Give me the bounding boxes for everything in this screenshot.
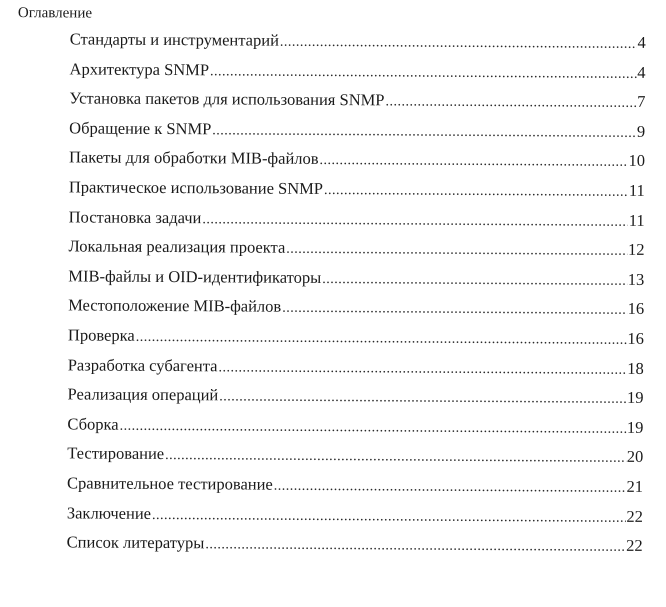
toc-dot-leader xyxy=(282,298,627,322)
toc-entry xyxy=(67,384,643,417)
toc-dot-leader xyxy=(280,32,637,56)
toc-entry-title: Реализация операций xyxy=(67,384,219,405)
toc-entry-page-number: 4 xyxy=(637,62,646,82)
toc-entry-title: Проверка xyxy=(67,325,135,345)
toc-entry xyxy=(68,265,644,298)
toc-entry-title: Заключение xyxy=(66,502,152,523)
toc-dot-leader xyxy=(218,357,626,381)
toc-entry-page-number: 11 xyxy=(628,210,645,230)
toc-entry xyxy=(68,354,644,387)
toc-entry-page-number: 10 xyxy=(628,151,646,171)
toc-dot-leader xyxy=(120,415,626,440)
toc-dot-leader xyxy=(212,120,636,145)
toc-entry-page-number: 16 xyxy=(627,328,645,348)
toc-entry xyxy=(67,502,643,535)
toc-entry-title: Обращение к SNMP xyxy=(69,118,212,139)
toc-entry xyxy=(68,295,644,328)
toc-entry-title: Сборка xyxy=(67,414,119,434)
toc-dot-leader xyxy=(205,534,625,559)
toc-entry-page-number: 9 xyxy=(636,121,646,141)
toc-entry xyxy=(70,28,646,61)
toc-dot-leader xyxy=(324,180,628,204)
toc-entry-page-number: 21 xyxy=(626,476,644,496)
toc-dot-leader xyxy=(165,445,626,470)
toc-entry-title: Тестирование xyxy=(67,443,165,464)
toc-entry-page-number: 4 xyxy=(637,32,646,52)
toc-dot-leader xyxy=(136,327,627,352)
toc-entry xyxy=(69,206,645,239)
toc-entry-title: Постановка задачи xyxy=(68,206,202,227)
toc-entry xyxy=(68,324,644,357)
toc-entry-page-number: 12 xyxy=(627,239,645,260)
toc-dot-leader xyxy=(322,269,627,293)
toc-entry xyxy=(67,532,643,565)
toc-dot-leader xyxy=(152,504,625,529)
toc-entry-title: Стандарты и инструментарий xyxy=(69,29,280,50)
toc-entry xyxy=(67,413,643,446)
toc-entry-page-number: 20 xyxy=(626,447,644,467)
toc-entry xyxy=(67,472,643,505)
toc-entry-page-number: 16 xyxy=(627,299,645,319)
toc-list xyxy=(67,28,646,564)
toc-entry-page-number: 11 xyxy=(628,180,645,200)
toc-entry-page-number: 7 xyxy=(637,92,646,112)
toc-entry xyxy=(69,147,645,180)
toc-entry-title: Пакеты для обработки MIB-файлов xyxy=(68,147,319,169)
toc-entry-title: Архитектура SNMP xyxy=(69,59,210,79)
toc-entry-title: Установка пакетов для использования SNMP xyxy=(69,88,385,110)
toc-entry-page-number: 19 xyxy=(627,387,644,408)
toc-entry xyxy=(69,58,645,91)
toc-entry-title: Локальная реализация проекта xyxy=(68,236,286,257)
toc-entry-title: Практическое использование SNMP xyxy=(68,177,324,198)
toc-entry-title: MIB-файлы и OID-идентификаторы xyxy=(68,266,322,287)
toc-dot-leader xyxy=(286,239,627,263)
toc-entry-title: Сравнительное тестирование xyxy=(66,473,273,494)
toc-entry-title: Разработка субагента xyxy=(67,354,218,375)
toc-entry-page-number: 22 xyxy=(626,535,643,556)
toc-entry xyxy=(68,236,644,269)
toc-entry-title: Местоположение MIB-файлов xyxy=(68,295,282,317)
toc-entry xyxy=(69,176,645,209)
toc-entry xyxy=(69,88,645,121)
toc-entry-page-number: 18 xyxy=(627,358,644,378)
toc-heading: Оглавление xyxy=(17,5,93,22)
toc-dot-leader xyxy=(385,92,636,116)
toc-entry-title: Список литературы xyxy=(66,532,205,553)
toc-entry xyxy=(69,117,645,150)
toc-dot-leader xyxy=(219,386,626,410)
toc-dot-leader xyxy=(202,209,627,234)
toc-dot-leader xyxy=(210,61,636,86)
toc-dot-leader xyxy=(320,150,628,174)
toc-entry-page-number: 22 xyxy=(626,506,643,526)
toc-entry xyxy=(67,443,643,476)
toc-entry-page-number: 13 xyxy=(627,269,645,289)
toc-dot-leader xyxy=(274,476,626,500)
toc-entry-page-number: 19 xyxy=(626,417,644,437)
